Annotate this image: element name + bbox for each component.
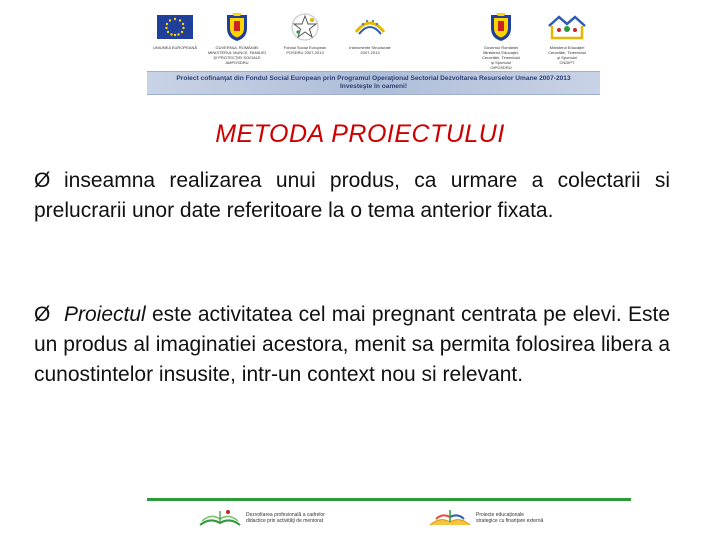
open-book-icon <box>198 507 242 529</box>
structural-instruments-icon <box>353 12 387 42</box>
paragraph-text: este activitatea cel mai pregnant centrata pe elevi. Este un produs al imaginatiei acestora, menit sa permita folosirea libera a cunostintelor insusite, intr-un context nou si relevant. <box>34 303 670 386</box>
logo-caption: Guvernul României Ministerul Educaţiei, Cercetării, Tineretului şi Sportului OIPOSDRU <box>482 45 520 70</box>
partner-logo-strip <box>143 10 600 70</box>
logo-caption: Ministerul Educaţiei Cercetării, Tineretului şi Sportului CNDIPT <box>548 45 586 65</box>
banner-line-2: Investeşte în oameni! <box>339 83 408 90</box>
page-title: METODA PROIECTULUI <box>215 120 505 148</box>
logo-caption: Instrumente Structurale 2007-2013 <box>349 45 391 55</box>
paragraph-definition <box>34 166 670 226</box>
romania-coat-of-arms-icon <box>489 12 513 42</box>
footer-text: Dezvoltarea profesională a cadrelor didactice prin activităţi de mentorat <box>246 512 325 524</box>
education-ministry-logo <box>469 10 533 70</box>
houses-logo-icon <box>547 12 587 42</box>
paragraph-project <box>34 300 670 390</box>
footer-text: Proiecte educaţionale strategice cu finanţare externă <box>476 512 544 524</box>
fse-logo <box>273 10 337 55</box>
footer-item-proiecte <box>428 505 543 531</box>
fse-star-icon <box>290 12 320 42</box>
arrow-bullet-icon: Ø <box>34 169 51 192</box>
romania-coat-of-arms-icon <box>225 12 249 42</box>
eu-flag-icon <box>157 15 193 39</box>
arrow-bullet-icon: Ø <box>34 303 51 326</box>
footer-item-mentorat <box>198 505 325 531</box>
emphasis-text: Proiectul <box>64 303 146 326</box>
eu-logo <box>143 10 207 50</box>
paragraph-text: inseamna realizarea unui produs, ca urmare a colectarii si prelucrarii unor date referitoare la o tema anterior fixata. <box>34 169 670 222</box>
cofinancing-banner <box>147 71 600 95</box>
structural-instruments-logo <box>338 10 402 55</box>
cndipt-logo <box>535 10 599 65</box>
colorful-book-icon <box>428 507 472 529</box>
logo-caption: GUVERNUL ROMÂNIEI MINISTERUL MUNCII, FAMILIEI ŞI PROTECŢIEI SOCIALE AMPOSDRU <box>207 45 267 65</box>
logo-caption: UNIUNEA EUROPEANĂ <box>152 45 197 50</box>
footer-divider <box>147 498 631 501</box>
logo-caption: Fondul Social European POSDRU 2007-2013 <box>283 45 327 55</box>
banner-line-1: Proiect cofinanţat din Fondul Social European prin Programul Operaţional Sectorial Dezvoltarea Resurselor Umane 2007-2013 <box>176 75 571 82</box>
government-logo <box>205 10 269 65</box>
